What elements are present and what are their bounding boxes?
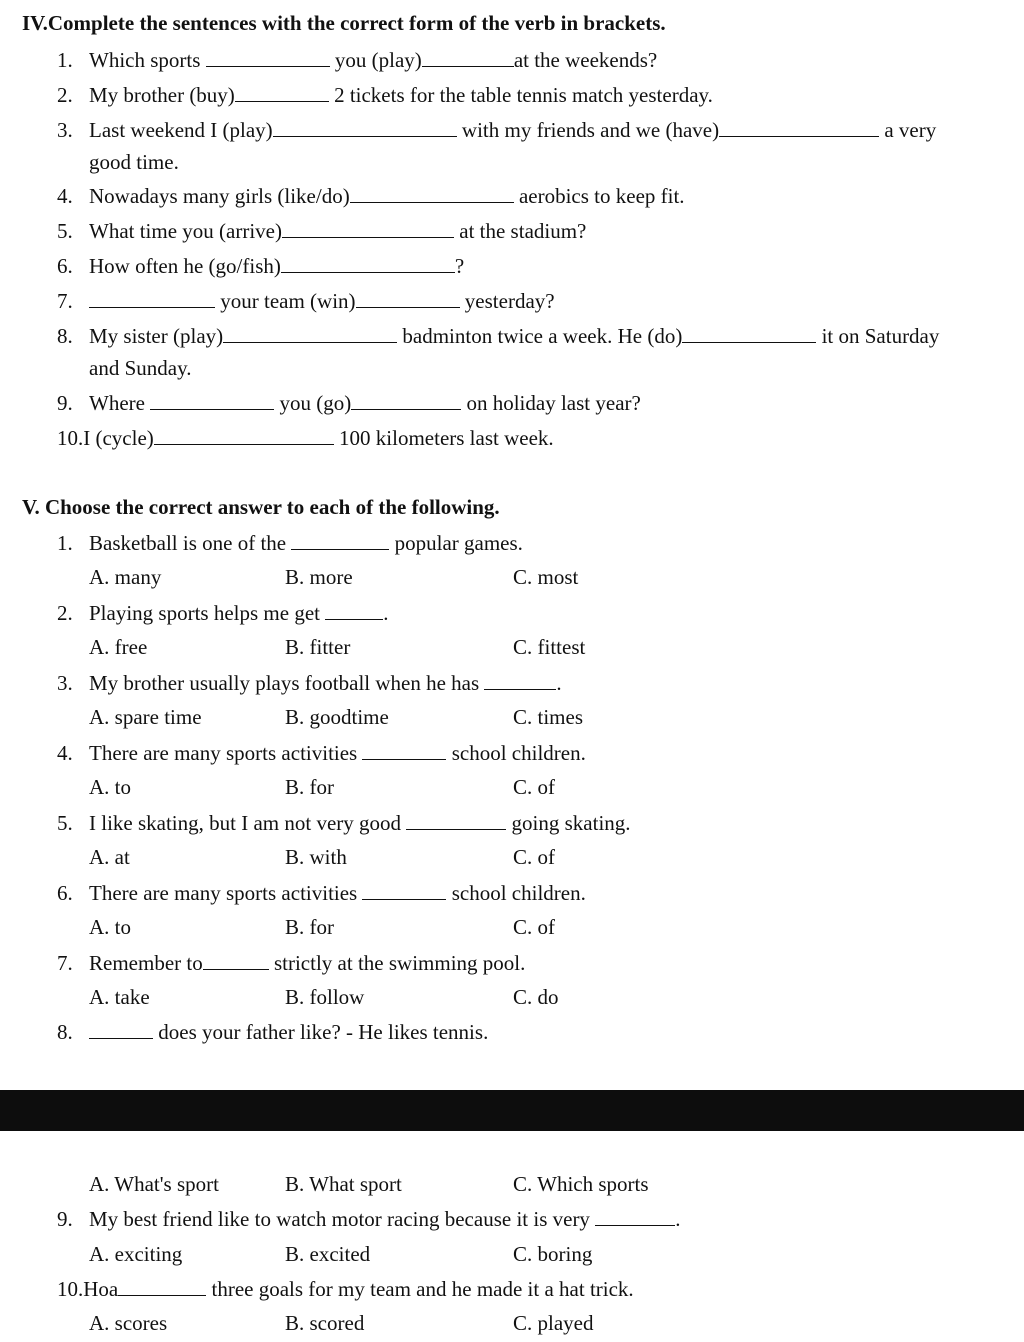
text-part: My brother usually plays football when he has (89, 671, 480, 695)
option-c[interactable]: C. of (513, 775, 555, 799)
answer-blank[interactable] (154, 426, 334, 445)
text-part: you (go) (279, 391, 352, 415)
text-part: you (play) (334, 48, 422, 72)
text-part: I (cycle) (83, 426, 154, 450)
text-part: 2 tickets for the table tennis match yesterday. (334, 83, 713, 107)
text-part: There are many sports activities (89, 881, 358, 905)
answer-blank[interactable] (150, 391, 274, 410)
option-c[interactable]: C. fittest (513, 635, 586, 659)
item-text (89, 117, 936, 143)
option-b[interactable]: B. scored (285, 1311, 365, 1335)
question-text (89, 950, 525, 976)
text-part: My best friend like to watch motor racing because it is very (89, 1207, 590, 1231)
answer-blank[interactable] (118, 1277, 206, 1296)
item-text (89, 82, 713, 108)
item-number: 1. (57, 48, 73, 72)
option-a[interactable]: A. many (89, 565, 162, 589)
option-a[interactable]: A. spare time (89, 705, 202, 729)
question-number: 9. (57, 1207, 73, 1231)
option-c[interactable]: C. boring (513, 1242, 593, 1266)
answer-blank[interactable] (325, 601, 383, 620)
text-part: . (556, 671, 562, 695)
item-number: 5. (57, 219, 73, 243)
answer-blank[interactable] (89, 1020, 153, 1039)
question-text (89, 1206, 680, 1232)
text-part: Remember to (89, 951, 203, 975)
answer-blank[interactable] (89, 289, 215, 308)
text-part: school children. (451, 741, 586, 765)
question-number: 4. (57, 741, 73, 765)
question-number: 8. (57, 1020, 73, 1044)
option-b[interactable]: B. What sport (285, 1172, 402, 1196)
answer-blank[interactable] (406, 811, 506, 830)
answer-blank[interactable] (356, 289, 460, 308)
item-text (89, 47, 657, 73)
option-a[interactable]: A. What's sport (89, 1172, 219, 1196)
redaction-bar (0, 1090, 1024, 1131)
question-number: 5. (57, 811, 73, 835)
item-number: 3. (57, 118, 73, 142)
text-part: a very (884, 118, 937, 142)
option-b[interactable]: B. with (285, 845, 347, 869)
option-c[interactable]: C. do (513, 985, 559, 1009)
option-b[interactable]: B. excited (285, 1242, 371, 1266)
text-part: at the weekends? (513, 48, 658, 72)
answer-blank[interactable] (282, 219, 454, 238)
text-part: There are many sports activities (89, 741, 358, 765)
item-text (89, 390, 641, 416)
question-number: 1. (57, 531, 73, 555)
text-part: 100 kilometers last week. (339, 426, 554, 450)
option-a[interactable]: A. to (89, 775, 131, 799)
text-part: aerobics to keep fit. (518, 184, 685, 208)
question-text (57, 1276, 634, 1302)
text-part: your team (win) (220, 289, 356, 313)
item-text (89, 288, 555, 314)
text-part: Nowadays many girls (like/do) (89, 184, 350, 208)
option-a[interactable]: A. exciting (89, 1242, 183, 1266)
answer-blank[interactable] (350, 184, 514, 203)
option-a[interactable]: A. to (89, 915, 131, 939)
option-c[interactable]: C. of (513, 845, 555, 869)
option-c[interactable]: C. Which sports (513, 1172, 649, 1196)
question-number: 6. (57, 881, 73, 905)
question-number: 7. (57, 951, 73, 975)
text-part: Last weekend I (play) (89, 118, 273, 142)
question-number: 10. (57, 1277, 84, 1301)
question-text (89, 740, 586, 766)
item-number: 6. (57, 254, 73, 278)
item-text (89, 183, 685, 209)
text-part: Hoa (83, 1277, 119, 1301)
question-number: 3. (57, 671, 73, 695)
text-part: I like skating, but I am not very good (89, 811, 402, 835)
option-a[interactable]: A. scores (89, 1311, 168, 1335)
text-part: three goals for my team and he made it a hat trick. (211, 1277, 634, 1301)
question-text (89, 1019, 488, 1045)
text-part: Which sports (89, 48, 201, 72)
answer-blank[interactable] (203, 951, 269, 970)
question-text (89, 880, 586, 906)
item-number: 4. (57, 184, 73, 208)
answer-blank[interactable] (362, 741, 446, 760)
option-c[interactable]: C. most (513, 565, 579, 589)
question-text (89, 600, 388, 626)
answer-blank[interactable] (682, 324, 816, 343)
answer-blank[interactable] (362, 881, 446, 900)
text-part: yesterday? (464, 289, 555, 313)
text-part: good time. (89, 150, 179, 174)
section-4-heading: IV.Complete the sentences with the correct form of the verb in brackets. (22, 11, 666, 35)
text-part: Playing sports helps me get (89, 601, 320, 625)
option-b[interactable]: B. for (285, 775, 334, 799)
option-a[interactable]: A. free (89, 635, 148, 659)
answer-blank[interactable] (351, 391, 461, 410)
answer-blank[interactable] (273, 118, 457, 137)
answer-blank[interactable] (484, 671, 556, 690)
answer-blank[interactable] (422, 48, 514, 67)
question-text (89, 810, 631, 836)
text-part: going skating. (511, 811, 631, 835)
answer-blank[interactable] (291, 531, 389, 550)
option-b[interactable]: B. fitter (285, 635, 351, 659)
option-b[interactable]: B. for (285, 915, 334, 939)
text-part: How often he (go/fish) (89, 254, 281, 278)
text-part: it on Saturday (821, 324, 940, 348)
answer-blank[interactable] (719, 118, 879, 137)
text-part: popular games. (394, 531, 523, 555)
text-part: strictly at the swimming pool. (273, 951, 526, 975)
item-text (89, 323, 939, 349)
question-text (89, 670, 562, 696)
text-part: at the stadium? (459, 219, 587, 243)
item-text (57, 425, 554, 451)
question-text (89, 530, 523, 556)
answer-blank[interactable] (281, 254, 455, 273)
item-text (89, 218, 586, 244)
answer-blank[interactable] (235, 83, 329, 102)
option-c[interactable]: C. times (513, 705, 584, 729)
option-c[interactable]: C. played (513, 1311, 594, 1335)
text-part: Where (89, 391, 145, 415)
item-number: 8. (57, 324, 73, 348)
text-part: with my friends and we (have) (461, 118, 720, 142)
answer-blank[interactable] (595, 1207, 675, 1226)
item-number: 10. (57, 426, 84, 450)
option-b[interactable]: B. follow (285, 985, 365, 1009)
item-text (89, 253, 464, 279)
text-part: on holiday last year? (466, 391, 641, 415)
item-number: 7. (57, 289, 73, 313)
option-a[interactable]: A. take (89, 985, 150, 1009)
text-part: badminton twice a week. He (do) (402, 324, 683, 348)
text-part: Basketball is one of the (89, 531, 287, 555)
item-number: 9. (57, 391, 73, 415)
option-c[interactable]: C. of (513, 915, 555, 939)
text-part: My sister (play) (89, 324, 224, 348)
text-part: school children. (451, 881, 586, 905)
text-part: What time you (arrive) (89, 219, 282, 243)
option-b[interactable]: B. more (285, 565, 353, 589)
answer-blank[interactable] (223, 324, 397, 343)
option-a[interactable]: A. at (89, 845, 130, 869)
section-5-heading: V. Choose the correct answer to each of the following. (22, 495, 500, 519)
text-part: ? (454, 254, 465, 278)
text-part: . (675, 1207, 681, 1231)
text-part: and Sunday. (89, 356, 192, 380)
text-part: does your father like? - He likes tennis. (158, 1020, 489, 1044)
option-b[interactable]: B. goodtime (285, 705, 389, 729)
answer-blank[interactable] (206, 48, 330, 67)
text-part: . (383, 601, 389, 625)
text-part: My brother (buy) (89, 83, 235, 107)
item-number: 2. (57, 83, 73, 107)
question-number: 2. (57, 601, 73, 625)
